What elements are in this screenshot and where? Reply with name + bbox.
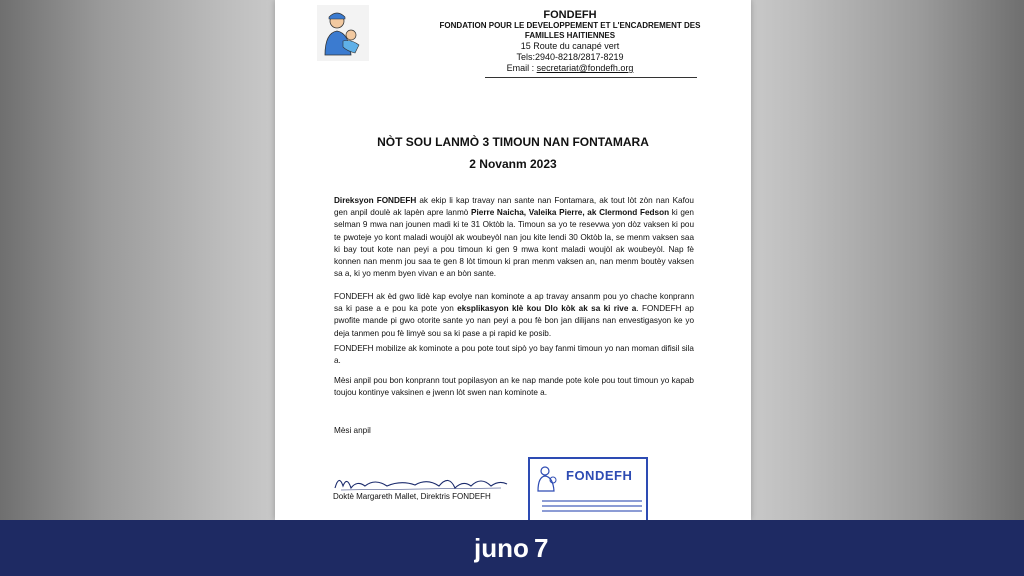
p1-lead: Direksyon FONDEFH (334, 196, 417, 205)
org-name: FONDEFH (543, 9, 597, 21)
fondefh-logo-icon (317, 5, 369, 61)
p1-text-a: ak ekip li kap travay nan sante nan Fontamara, ak tout lòt zòn nan Kafou gen anpil doulè ak lapèn apre lanmò (334, 196, 694, 218)
stamp-org-name: FONDEFH (566, 468, 633, 483)
stamp-logo-icon (535, 463, 561, 493)
org-full-name-line1: FONDATION POUR LE DEVELOPPEMENT ET L'ENCADREMENT DES (439, 21, 701, 30)
p1-names: Pierre Naicha, Valeika Pierre, ak Clermond Fedson (471, 208, 670, 218)
header-divider (485, 77, 697, 78)
letterhead (385, 10, 751, 74)
official-stamp (528, 457, 648, 520)
signatory-name: Doktè Margareth Mallet, Direktris FONDEFH (333, 492, 491, 501)
email-label: Email : (506, 63, 535, 73)
email-link[interactable]: secretariat@fondefh.org (536, 63, 634, 73)
paragraph-3: FONDEFH mobilize ak kominote a pou pote tout sipò yo bay fanmi timoun yo nan moman difisil sila a. (334, 344, 694, 366)
brand-name: juno (474, 533, 529, 563)
paragraph-4: Mèsi anpil pou bon konprann tout popilasyon an ke nap mande pote kole pou tout timoun yo kapab toujou kontinye vaksinen e jwenn lòt swen nan kominote a. (334, 376, 694, 398)
p2-text-a: FONDEFH ak èd gwo lidè kap evolye nan kominote a ap travay ansanm pou yo chache konprann sa ki pase a e pou ka pote yon (334, 292, 694, 314)
closing: Mèsi anpil (334, 426, 371, 435)
org-full-name-line2: FAMILLES HAITIENNES (524, 31, 616, 40)
handwritten-signature-icon (331, 470, 511, 494)
p1-text-b: ki gen selman 9 mwa nan jounen madi ki te 31 Oktòb la. Timoun sa yo te resevwa yon dòz vaksen ki pou te pwoteje yo kont maladi woujòl ak woubeyòl nan jou kite lendi 30 Oktòb la, se menm vaksen saa ki bay tout kote nan peyi a pou timoun ki gen 9 mwa kont maladi woujòl ak woubeyòl. Nap fè konnen nan menm jou saa te gen 8 lòt timoun ki pran menm vaksen an, nan menm boutèy vaksen sa a, ki yo menm byen vivan e an bòn sante. (334, 208, 694, 279)
org-tels: Tels:2940-8218/2817-8219 (516, 52, 624, 62)
org-address: 15 Route du canapé vert (520, 41, 620, 51)
brand-digit: 7 (534, 533, 549, 563)
stamp-fine-print (542, 497, 642, 517)
paragraph-2 (334, 291, 694, 340)
paragraph-1 (334, 195, 694, 280)
letter-document (275, 0, 751, 520)
juno7-logo-icon (474, 531, 554, 565)
letter-title: NÒT SOU LANMÒ 3 TIMOUN NAN FONTAMARA (377, 135, 649, 149)
org-email-line (385, 63, 751, 74)
p2-text-b: . FONDEFH ap pwofite mande pi gwo otorite sante yo nan peyi a pou fè bon jan dilijans nan envestigasyon ke yo deja tanmen pou fè limyè sou sa ki pase a pi rapid ke posib. (334, 304, 694, 338)
p2-bold: eksplikasyon klè kou Dlo kòk ak sa ki rive a (457, 304, 637, 314)
letter-date: 2 Novanm 2023 (469, 157, 557, 171)
